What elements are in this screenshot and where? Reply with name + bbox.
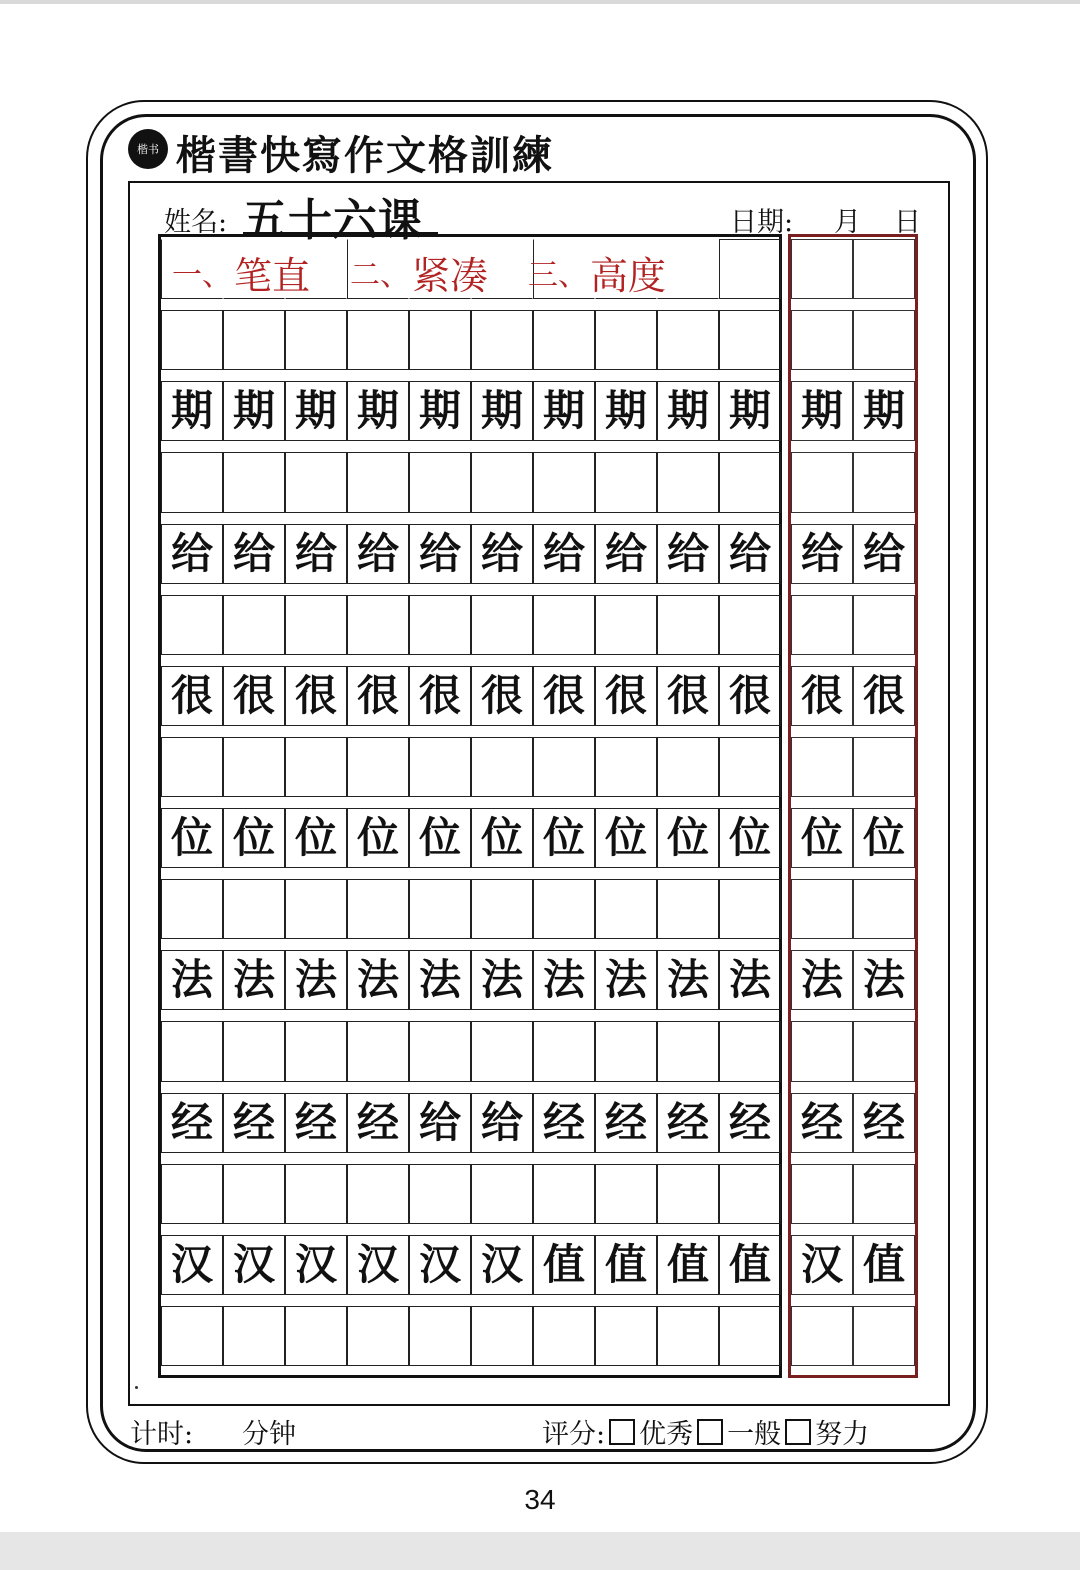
blank-grid-cell [161, 879, 223, 939]
blank-grid-cell [409, 1021, 471, 1081]
blank-grid-cell [719, 879, 781, 939]
practice-char-cell: 很 [719, 666, 781, 726]
frame-left-line [128, 181, 130, 1404]
practice-char-cell: 给 [409, 524, 471, 584]
side-blank-cell [853, 1021, 915, 1081]
practice-char-cell: 给 [223, 524, 285, 584]
practice-char-cell: 经 [595, 1093, 657, 1153]
timer-unit: 分钟 [242, 1419, 296, 1450]
name-value: 五十六课 [243, 195, 423, 246]
side-blank-cell [853, 452, 915, 512]
score-excellent-label: 优秀 [639, 1419, 694, 1450]
heading-cell [657, 239, 719, 299]
blank-grid-cell [347, 1164, 409, 1224]
practice-char-cell: 很 [409, 666, 471, 726]
side-practice-grid [788, 234, 918, 1378]
blank-grid-cell [595, 1306, 657, 1366]
blank-grid-cell [409, 452, 471, 512]
blank-grid-cell [595, 737, 657, 797]
practice-char-cell: 值 [719, 1235, 781, 1295]
stray-mark [135, 1386, 138, 1389]
practice-char-cell: 位 [595, 808, 657, 868]
side-blank-cell [853, 595, 915, 655]
blank-grid-cell [595, 310, 657, 370]
blank-grid-cell [223, 1306, 285, 1366]
tip-3-number: 三、 [528, 258, 589, 293]
blank-grid-cell [719, 1306, 781, 1366]
blank-grid-cell [285, 1306, 347, 1366]
blank-grid-cell [533, 879, 595, 939]
blank-grid-cell [347, 879, 409, 939]
blank-grid-cell [223, 879, 285, 939]
date-day-label: 日 [894, 207, 921, 238]
blank-grid-cell [223, 1021, 285, 1081]
side-blank-cell [791, 1021, 853, 1081]
blank-grid-cell [719, 595, 781, 655]
blank-grid-cell [161, 595, 223, 655]
blank-grid-cell [533, 1306, 595, 1366]
side-blank-cell [853, 239, 915, 299]
side-blank-cell [791, 310, 853, 370]
practice-char-cell: 位 [471, 808, 533, 868]
practice-char-cell: 经 [223, 1093, 285, 1153]
blank-grid-cell [595, 452, 657, 512]
side-practice-char-cell: 位 [853, 808, 915, 868]
practice-char-cell: 期 [347, 381, 409, 441]
blank-grid-cell [285, 737, 347, 797]
side-blank-cell [791, 1306, 853, 1366]
blank-grid-cell [409, 310, 471, 370]
blank-grid-cell [471, 595, 533, 655]
practice-char-cell: 汉 [161, 1235, 223, 1295]
blank-grid-cell [409, 737, 471, 797]
book-logo-icon [128, 129, 168, 169]
practice-char-cell: 给 [595, 524, 657, 584]
blank-grid-cell [223, 1164, 285, 1224]
practice-char-cell: 很 [471, 666, 533, 726]
practice-char-cell: 位 [161, 808, 223, 868]
practice-char-cell: 法 [533, 950, 595, 1010]
date-label: 日期: [730, 207, 794, 238]
practice-char-cell: 很 [161, 666, 223, 726]
blank-grid-cell [533, 595, 595, 655]
side-blank-cell [853, 1164, 915, 1224]
blank-grid-cell [285, 1164, 347, 1224]
practice-char-cell: 汉 [223, 1235, 285, 1295]
practice-char-cell: 法 [223, 950, 285, 1010]
side-blank-cell [853, 310, 915, 370]
tip-3-text: 高度 [590, 253, 667, 298]
blank-grid-cell [533, 737, 595, 797]
practice-char-cell: 法 [657, 950, 719, 1010]
blank-grid-cell [657, 452, 719, 512]
writing-tips-heading [172, 246, 666, 298]
practice-char-cell: 位 [409, 808, 471, 868]
practice-char-cell: 经 [533, 1093, 595, 1153]
practice-char-cell: 位 [285, 808, 347, 868]
side-blank-cell [791, 595, 853, 655]
tip-2-number: 二、 [350, 258, 411, 293]
practice-char-cell: 法 [471, 950, 533, 1010]
practice-char-cell: 给 [471, 1093, 533, 1153]
practice-char-cell: 很 [223, 666, 285, 726]
book-title: 楷書快寫作文格訓練 [176, 132, 554, 179]
side-practice-char-cell: 法 [853, 950, 915, 1010]
side-practice-char-cell: 法 [791, 950, 853, 1010]
blank-grid-cell [657, 310, 719, 370]
practice-char-cell: 很 [533, 666, 595, 726]
practice-char-cell: 位 [719, 808, 781, 868]
blank-grid-cell [719, 1021, 781, 1081]
side-practice-char-cell: 汉 [791, 1235, 853, 1295]
practice-char-cell: 给 [471, 524, 533, 584]
practice-char-cell: 期 [471, 381, 533, 441]
side-blank-cell [853, 737, 915, 797]
tip-2-text: 紧凑 [412, 253, 489, 298]
blank-grid-cell [657, 879, 719, 939]
practice-char-cell: 很 [595, 666, 657, 726]
blank-grid-cell [285, 879, 347, 939]
blank-grid-cell [223, 595, 285, 655]
side-blank-cell [791, 737, 853, 797]
blank-grid-cell [533, 452, 595, 512]
practice-char-cell: 给 [409, 1093, 471, 1153]
side-practice-char-cell: 经 [791, 1093, 853, 1153]
practice-char-cell: 经 [347, 1093, 409, 1153]
side-blank-cell [791, 239, 853, 299]
side-blank-cell [791, 879, 853, 939]
blank-grid-cell [347, 452, 409, 512]
practice-char-cell: 期 [161, 381, 223, 441]
blank-grid-cell [533, 1021, 595, 1081]
side-blank-cell [853, 1306, 915, 1366]
score-average-checkbox[interactable] [697, 1419, 723, 1445]
side-practice-char-cell: 给 [791, 524, 853, 584]
date-month-label: 月 [834, 207, 861, 238]
side-blank-cell [853, 879, 915, 939]
timer-label: 计时: [130, 1419, 194, 1450]
score-excellent-checkbox[interactable] [609, 1419, 635, 1445]
practice-char-cell: 期 [595, 381, 657, 441]
blank-grid-cell [223, 310, 285, 370]
blank-grid-cell [161, 452, 223, 512]
blank-grid-cell [471, 1306, 533, 1366]
blank-grid-cell [533, 310, 595, 370]
logo-text: 楷书 [137, 143, 159, 156]
blank-grid-cell [223, 452, 285, 512]
tip-1-number: 一、 [172, 258, 232, 293]
practice-char-cell: 经 [657, 1093, 719, 1153]
practice-char-cell: 给 [347, 524, 409, 584]
practice-char-cell: 汉 [471, 1235, 533, 1295]
frame-right-line [948, 181, 950, 1404]
practice-char-cell: 法 [285, 950, 347, 1010]
blank-grid-cell [285, 310, 347, 370]
blank-grid-cell [347, 737, 409, 797]
blank-grid-cell [471, 1164, 533, 1224]
practice-char-cell: 期 [719, 381, 781, 441]
practice-char-cell: 期 [285, 381, 347, 441]
side-practice-char-cell: 值 [853, 1235, 915, 1295]
practice-char-cell: 给 [161, 524, 223, 584]
blank-grid-cell [161, 1306, 223, 1366]
practice-char-cell: 法 [409, 950, 471, 1010]
blank-grid-cell [719, 452, 781, 512]
practice-char-cell: 很 [347, 666, 409, 726]
side-practice-char-cell: 期 [853, 381, 915, 441]
practice-char-cell: 经 [161, 1093, 223, 1153]
blank-grid-cell [657, 737, 719, 797]
practice-char-cell: 期 [533, 381, 595, 441]
score-effort-label: 努力 [815, 1419, 870, 1450]
blank-grid-cell [347, 595, 409, 655]
blank-grid-cell [161, 1164, 223, 1224]
blank-grid-cell [223, 737, 285, 797]
blank-grid-cell [161, 310, 223, 370]
blank-grid-cell [595, 595, 657, 655]
practice-char-cell: 给 [719, 524, 781, 584]
practice-char-cell: 汉 [409, 1235, 471, 1295]
practice-char-cell: 经 [285, 1093, 347, 1153]
practice-char-cell: 法 [347, 950, 409, 1010]
practice-char-cell: 值 [657, 1235, 719, 1295]
blank-grid-cell [347, 1306, 409, 1366]
side-practice-char-cell: 给 [853, 524, 915, 584]
blank-grid-cell [657, 1164, 719, 1224]
blank-grid-cell [409, 1306, 471, 1366]
practice-char-cell: 位 [347, 808, 409, 868]
practice-char-cell: 给 [285, 524, 347, 584]
side-blank-cell [791, 1164, 853, 1224]
blank-grid-cell [657, 1306, 719, 1366]
score-average-label: 一般 [727, 1419, 782, 1450]
blank-grid-cell [595, 1021, 657, 1081]
blank-grid-cell [533, 1164, 595, 1224]
score-section [542, 1412, 869, 1451]
blank-grid-cell [471, 737, 533, 797]
practice-char-cell: 期 [223, 381, 285, 441]
side-practice-char-cell: 位 [791, 808, 853, 868]
blank-grid-cell [347, 310, 409, 370]
blank-grid-cell [285, 1021, 347, 1081]
practice-char-cell: 给 [533, 524, 595, 584]
practice-char-cell: 值 [533, 1235, 595, 1295]
blank-grid-cell [471, 1021, 533, 1081]
blank-grid-cell [285, 595, 347, 655]
practice-char-cell: 很 [657, 666, 719, 726]
practice-char-cell: 位 [223, 808, 285, 868]
blank-grid-cell [347, 1021, 409, 1081]
bottom-edge [0, 1532, 1080, 1570]
blank-grid-cell [409, 595, 471, 655]
blank-grid-cell [471, 452, 533, 512]
practice-char-cell: 汉 [285, 1235, 347, 1295]
side-practice-char-cell: 期 [791, 381, 853, 441]
top-edge [0, 0, 1080, 4]
blank-grid-cell [657, 595, 719, 655]
blank-grid-cell [409, 1164, 471, 1224]
side-practice-char-cell: 很 [791, 666, 853, 726]
title-divider [128, 181, 950, 183]
blank-grid-cell [719, 737, 781, 797]
blank-grid-cell [471, 310, 533, 370]
practice-char-cell: 期 [409, 381, 471, 441]
practice-char-cell: 很 [285, 666, 347, 726]
blank-grid-cell [409, 879, 471, 939]
name-label: 姓名: [164, 207, 228, 238]
blank-grid-cell [719, 310, 781, 370]
main-practice-grid [158, 234, 782, 1378]
blank-grid-cell [161, 1021, 223, 1081]
score-effort-checkbox[interactable] [785, 1419, 811, 1445]
practice-char-cell: 值 [595, 1235, 657, 1295]
side-blank-cell [791, 452, 853, 512]
practice-char-cell: 位 [657, 808, 719, 868]
side-practice-char-cell: 经 [853, 1093, 915, 1153]
blank-grid-cell [471, 879, 533, 939]
practice-char-cell: 期 [657, 381, 719, 441]
practice-char-cell: 法 [595, 950, 657, 1010]
blank-grid-cell [285, 452, 347, 512]
blank-grid-cell [595, 1164, 657, 1224]
practice-char-cell: 经 [719, 1093, 781, 1153]
practice-char-cell: 给 [657, 524, 719, 584]
practice-char-cell: 位 [533, 808, 595, 868]
blank-grid-cell [595, 879, 657, 939]
heading-cell [719, 239, 781, 299]
blank-grid-cell [719, 1164, 781, 1224]
practice-char-cell: 汉 [347, 1235, 409, 1295]
score-label: 评分: [542, 1419, 606, 1450]
page-number: 34 [524, 1484, 556, 1515]
tip-1-text: 笔直 [234, 253, 311, 298]
side-practice-char-cell: 很 [853, 666, 915, 726]
frame-bottom-line [128, 1404, 950, 1406]
blank-grid-cell [161, 737, 223, 797]
practice-char-cell: 法 [719, 950, 781, 1010]
blank-grid-cell [657, 1021, 719, 1081]
practice-char-cell: 法 [161, 950, 223, 1010]
